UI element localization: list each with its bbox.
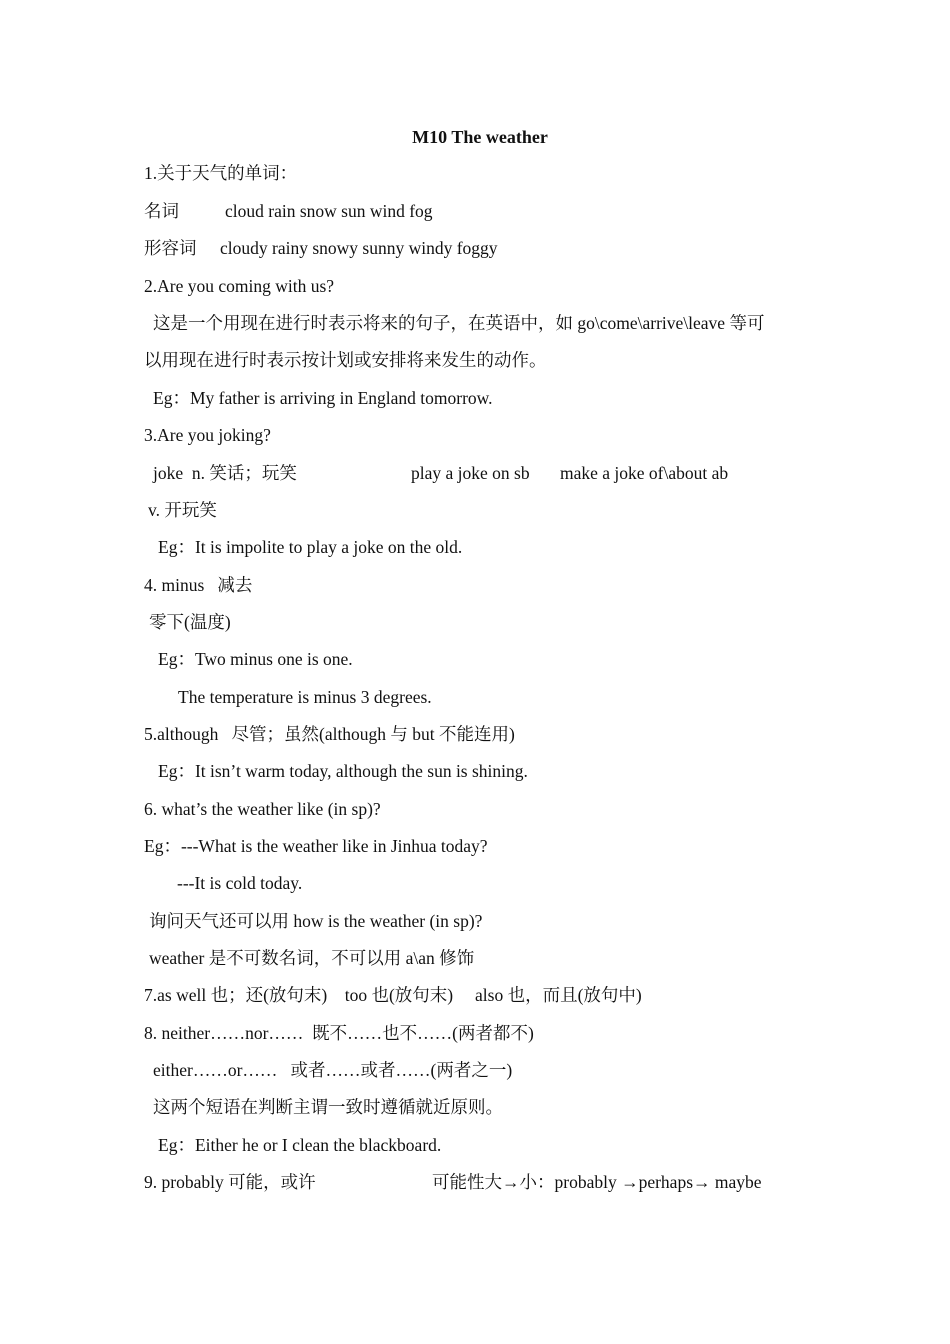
adjective-words: cloudy rainy snowy sunny windy foggy [220,238,498,258]
joke-verb-definition: v. 开玩笑 [148,500,217,520]
section-8-heading: 8. neither……nor…… 既不……也不……(两者都不) [144,1023,534,1043]
adjective-label: 形容词 [144,238,197,258]
joke-phrase-1: play a joke on sb [411,463,530,483]
minus-meaning-2: 零下(温度) [149,612,231,632]
section-5-heading: 5.although 尽管；虽然(although 与 but 不能连用) [144,724,515,744]
section-6-heading: 6. what’s the weather like (in sp)? [144,799,381,819]
section-8-either-or: either……or…… 或者……或者……(两者之一) [153,1060,513,1080]
probability-scale: 可能性大→小：probably →perhaps→ maybe [432,1172,762,1192]
joke-definition-line [153,460,853,486]
adjective-line [144,235,844,261]
joke-phrase-2: make a joke of\about ab [560,463,729,483]
section-2-example: Eg：My father is arriving in England tomorrow. [153,388,493,408]
section-4-example-2: The temperature is minus 3 degrees. [178,687,432,707]
section-2-explanation-line-1: 这是一个用现在进行时表示将来的句子，在英语中，如 go\come\arrive\leave 等可 [153,313,765,333]
section-8-example: Eg：Either he or I clean the blackboard. [158,1135,442,1155]
noun-line [144,198,844,224]
joke-noun-definition: joke n. 笑话；玩笑 [153,463,297,483]
section-6-note-2: weather 是不可数名词，不可以用 a\an 修饰 [149,948,475,968]
section-6-example-question: Eg：---What is the weather like in Jinhua today? [144,836,488,856]
section-3-heading: 3.Are you joking? [144,425,271,445]
noun-words: cloud rain snow sun wind fog [225,201,433,221]
noun-label: 名词 [144,201,179,221]
section-7-heading: 7.as well 也；还(放句末) too 也(放句末) also 也，而且(放句中) [144,985,642,1005]
section-5-example: Eg：It isn’t warm today, although the sun is shining. [158,761,528,781]
section-4-example-1: Eg：Two minus one is one. [158,649,353,669]
document-title: M10 The weather [412,127,548,147]
section-9-heading: 9. probably 可能，或许 [144,1172,316,1192]
section-9-line [144,1169,844,1195]
section-8-rule: 这两个短语在判断主谓一致时遵循就近原则。 [153,1097,503,1117]
section-2-explanation-line-2: 以用现在进行时表示按计划或安排将来发生的动作。 [144,350,547,370]
section-6-note-1: 询问天气还可以用 how is the weather (in sp)? [149,911,483,931]
section-3-example: Eg：It is impolite to play a joke on the old. [158,537,463,557]
section-2-heading: 2.Are you coming with us? [144,276,335,296]
section-4-heading: 4. minus 减去 [144,575,253,595]
section-6-example-answer: ---It is cold today. [177,873,303,893]
section-1-heading: 1.关于天气的单词： [144,163,298,183]
